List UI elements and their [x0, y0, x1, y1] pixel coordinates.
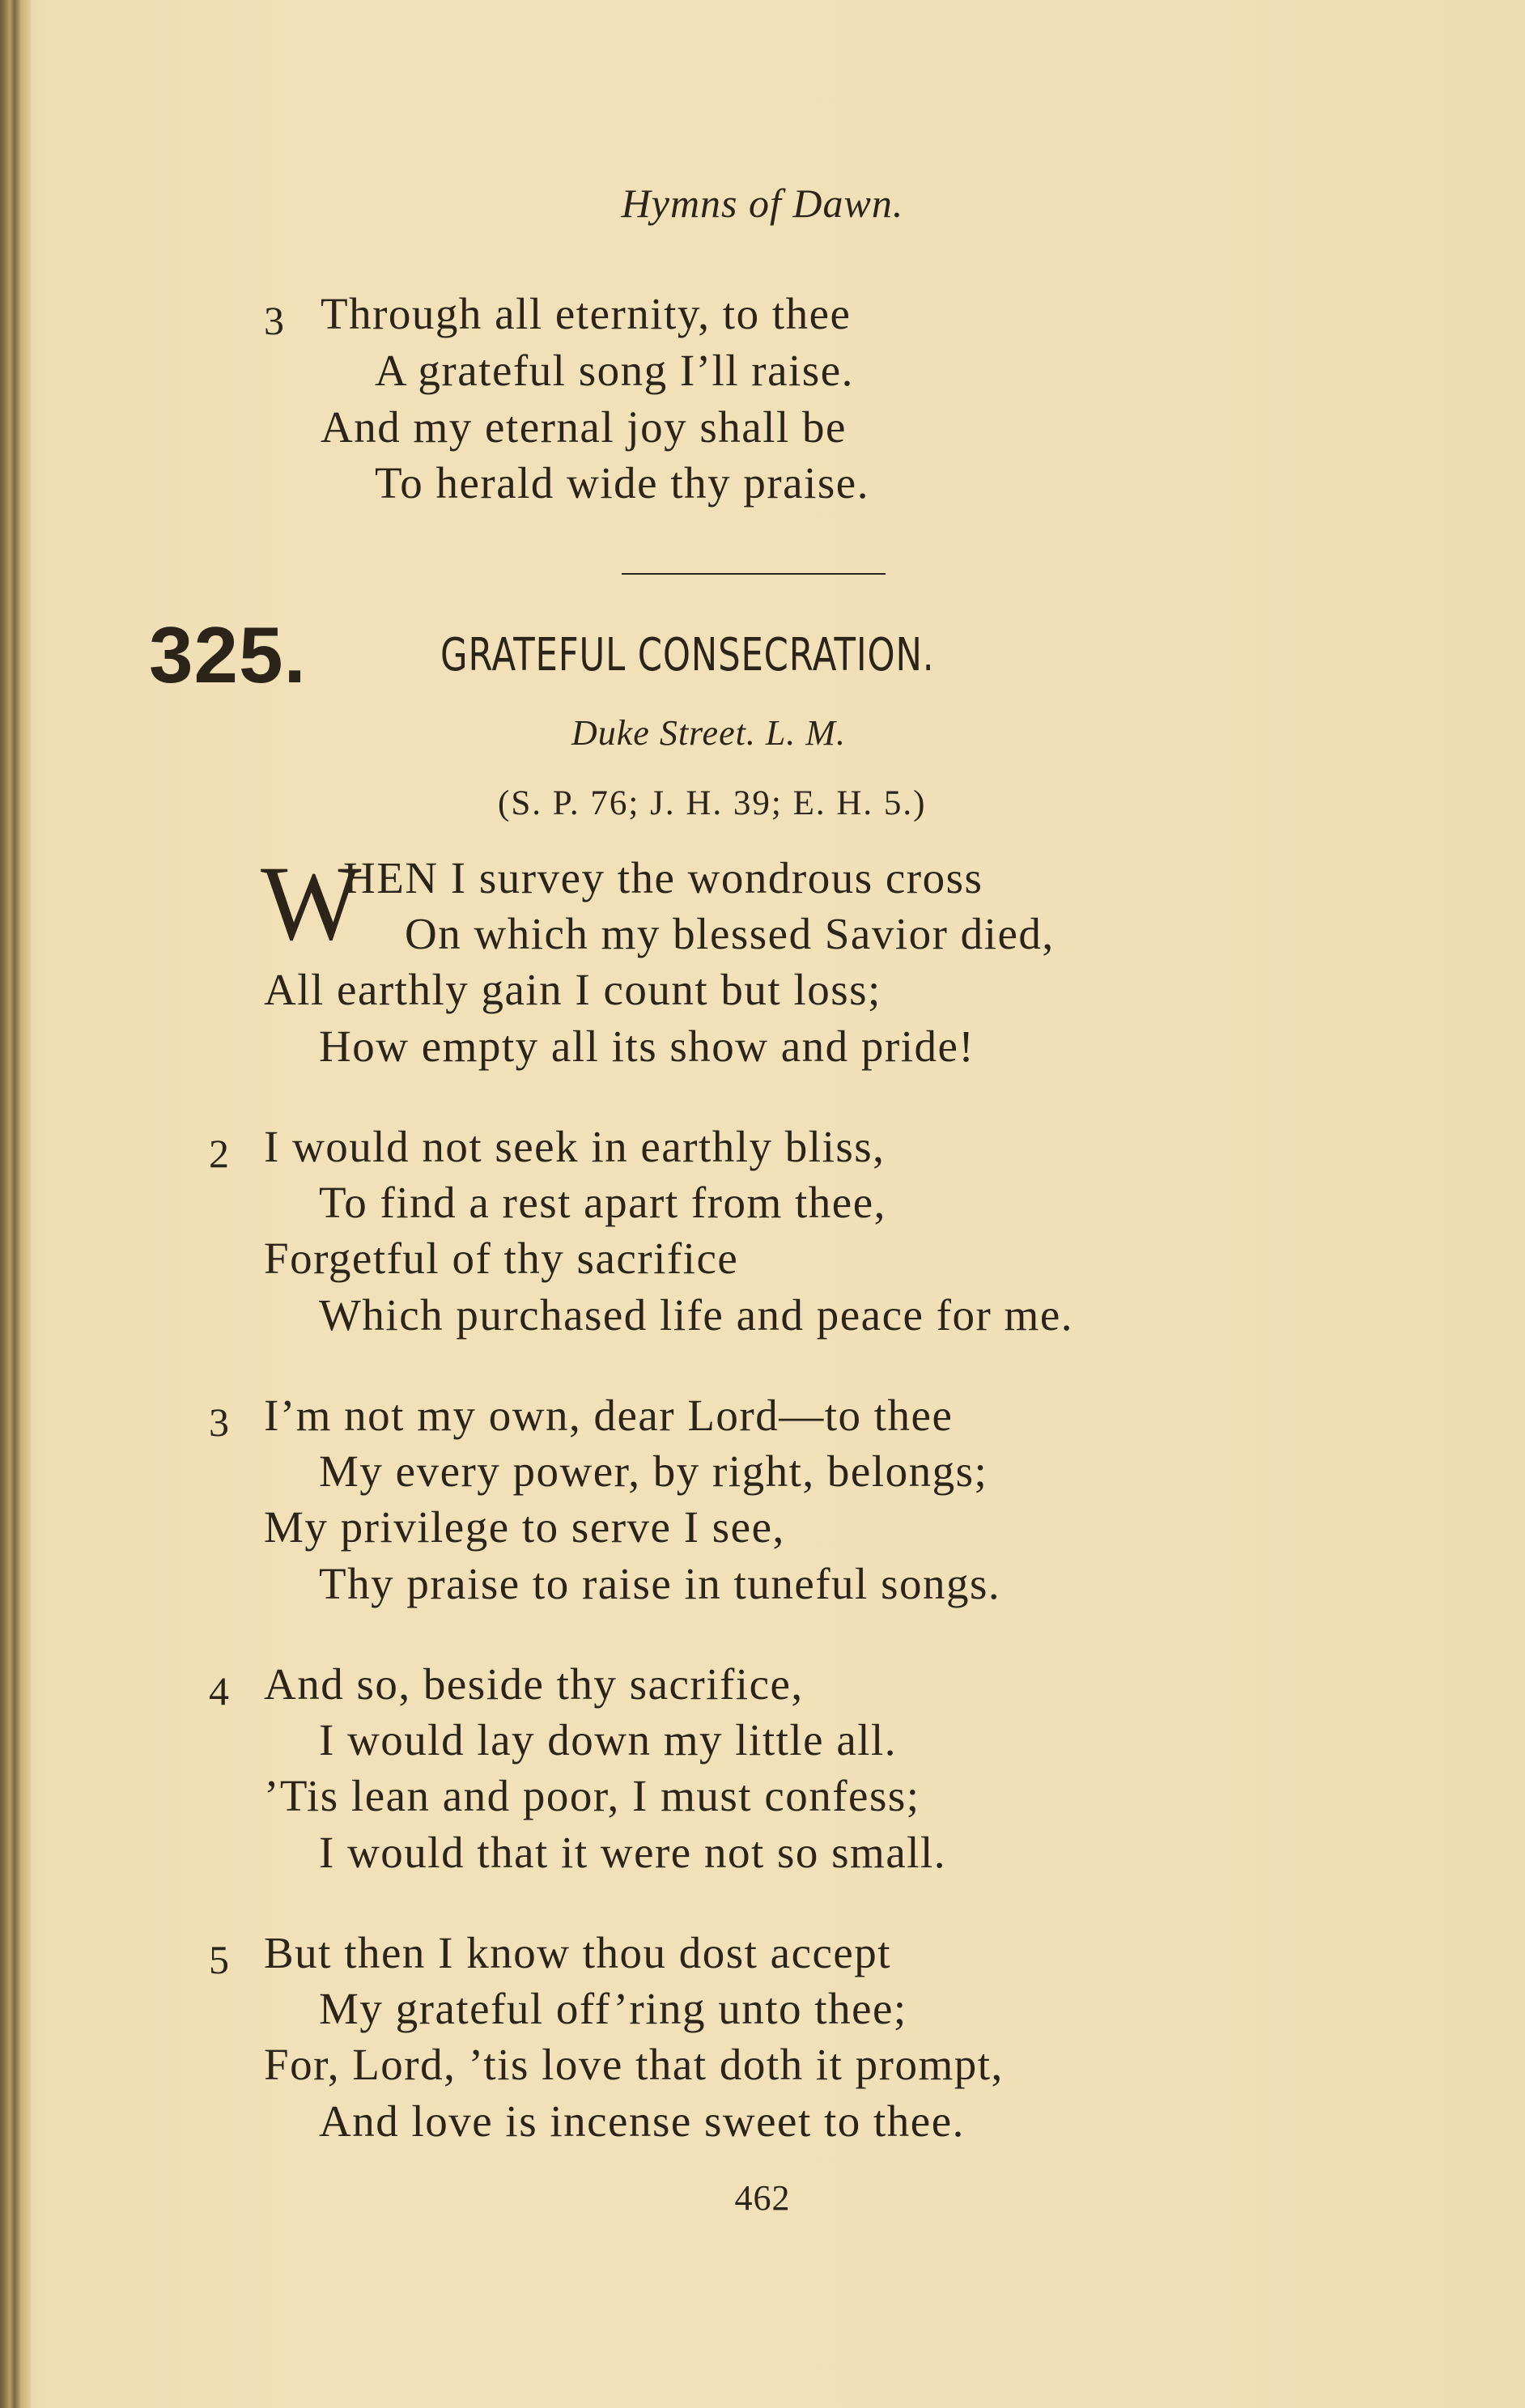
previous-verse-line-2: A grateful song I’ll raise.	[375, 346, 854, 395]
previous-verse-number: 3	[264, 298, 284, 343]
running-head	[0, 180, 1525, 227]
verse1-line-4: How empty all its show and pride!	[319, 1021, 975, 1071]
hymn-title: GRATEFUL CONSECRATION.	[440, 629, 935, 682]
verse2-line-3: Forgetful of thy sacrifice	[264, 1234, 739, 1283]
section-divider	[622, 573, 886, 575]
verse3-line-1: I’m not my own, dear Lord—to thee	[264, 1391, 954, 1440]
hymn-tune: Duke Street. L. M.	[571, 713, 846, 753]
verse5-line-4: And love is incense sweet to thee.	[319, 2096, 965, 2146]
verse2-number: 2	[209, 1131, 229, 1176]
verse4-line-1: And so, beside thy sacrifice,	[264, 1659, 804, 1709]
verse4-line-4: I would that it were not so small.	[319, 1828, 947, 1877]
verse1-line-2: On which my blessed Savior died,	[405, 909, 1055, 958]
verse3-number: 3	[209, 1399, 229, 1445]
hymn-number: 325.	[149, 610, 307, 699]
hymn-references: (S. P. 76; J. H. 39; E. H. 5.)	[498, 784, 927, 822]
verse5-number: 5	[209, 1937, 229, 1982]
verse2-line-2: To find a rest apart from thee,	[319, 1178, 886, 1227]
previous-verse-line-1: Through all eternity, to thee	[321, 289, 852, 338]
page-number: 462	[734, 2178, 791, 2218]
verse1-line-1: HEN I survey the wondrous cross	[343, 853, 983, 902]
verse1-line-3: All earthly gain I count but loss;	[264, 965, 881, 1014]
verse4-line-2: I would lay down my little all.	[319, 1715, 898, 1765]
verse3-line-4: Thy praise to raise in tuneful songs.	[319, 1559, 1001, 1608]
verse5-line-1: But then I know thou dost accept	[264, 1928, 892, 1977]
running-head-text: Hymns of Dawn.	[621, 180, 904, 226]
verse2-line-1: I would not seek in earthly bliss,	[264, 1122, 886, 1171]
book-binding-edge	[0, 0, 31, 2408]
drop-cap: W	[261, 843, 362, 962]
previous-verse-line-3: And my eternal joy shall be	[321, 402, 847, 452]
previous-verse-line-4: To herald wide thy praise.	[375, 458, 869, 508]
verse4-number: 4	[209, 1668, 229, 1714]
verse5-line-3: For, Lord, ’tis love that doth it prompt,	[264, 2040, 1004, 2089]
verse4-line-3: ’Tis lean and poor, I must confess;	[264, 1771, 920, 1820]
verse5-line-2: My grateful off’ring unto thee;	[319, 1984, 907, 2033]
verse3-line-2: My every power, by right, belongs;	[319, 1446, 988, 1496]
verse2-line-4: Which purchased life and peace for me.	[319, 1290, 1073, 1340]
verse3-line-3: My privilege to serve I see,	[264, 1502, 785, 1552]
